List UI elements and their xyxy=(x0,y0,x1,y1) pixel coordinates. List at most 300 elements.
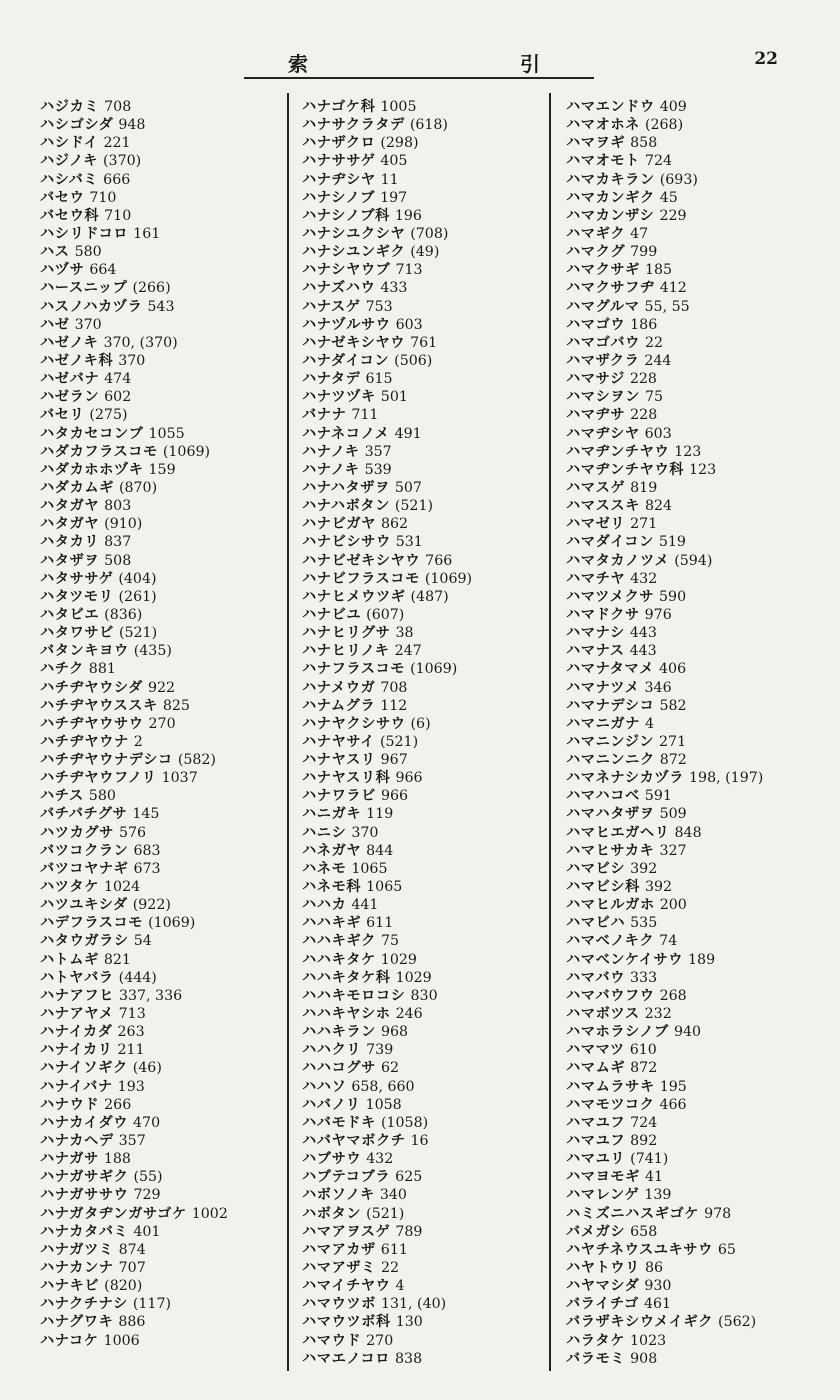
index-entry xyxy=(566,1313,834,1331)
entry-term: ハナヤスリ科 xyxy=(302,770,391,787)
entry-page-refs: (521) xyxy=(366,1205,405,1222)
index-entry xyxy=(566,660,834,678)
entry-page-refs: 1029 xyxy=(380,951,417,968)
entry-page-refs: 886 xyxy=(118,1314,146,1331)
entry-page-refs: 200 xyxy=(659,897,687,914)
entry-term: ハシバミ xyxy=(40,171,99,188)
entry-term: ハハキヤシホ xyxy=(302,1006,391,1023)
entry-term: ハヤマシダ xyxy=(566,1278,640,1295)
entry-page-refs: 666 xyxy=(103,171,131,188)
index-entry xyxy=(302,1059,542,1077)
entry-term: ハナズハウ xyxy=(302,280,376,297)
entry-page-refs: 872 xyxy=(659,752,687,769)
entry-term: ハナアヤメ xyxy=(40,1006,114,1023)
entry-term: ハマカキラン xyxy=(566,171,655,188)
entry-term: ハマビシ xyxy=(566,860,626,877)
entry-term: ハマヂンチヤウ科 xyxy=(566,461,685,478)
entry-page-refs: 196 xyxy=(394,207,422,224)
entry-term: ハデフラスコモ xyxy=(40,915,144,932)
entry-term: バラザキシウメイギク xyxy=(566,1314,714,1331)
index-entry xyxy=(302,189,542,207)
entry-page-refs: 508 xyxy=(104,552,132,569)
entry-page-refs: 263 xyxy=(117,1024,145,1041)
entry-page-refs: 211 xyxy=(117,1042,145,1059)
entry-page-refs: 244 xyxy=(644,352,672,369)
entry-term: ハゼノキ科 xyxy=(40,352,114,369)
entry-term: ハジカミ xyxy=(40,99,100,115)
index-entry xyxy=(302,552,542,570)
index-entry xyxy=(40,1041,278,1059)
index-entry xyxy=(302,1132,542,1150)
index-entry xyxy=(302,896,542,914)
entry-term: ハタビエ xyxy=(40,606,100,623)
entry-term: ハナガサ xyxy=(40,1151,99,1168)
entry-term: ハマボツス xyxy=(566,1006,640,1023)
entry-page-refs: 724 xyxy=(644,153,673,170)
index-entry xyxy=(566,1241,834,1259)
index-entry xyxy=(566,443,834,461)
index-entry xyxy=(302,1259,542,1277)
entry-page-refs: 370 xyxy=(74,316,102,333)
entry-page-refs: 710 xyxy=(89,189,117,206)
entry-term: ハナヤサイ xyxy=(302,733,375,750)
entry-term: ハマヒエガヘリ xyxy=(566,824,670,841)
entry-page-refs: 433 xyxy=(380,280,408,297)
index-entry xyxy=(566,134,834,152)
index-entry xyxy=(302,425,542,443)
index-entry xyxy=(40,1168,278,1186)
entry-page-refs: 232 xyxy=(644,1006,672,1023)
entry-term: ハボタン xyxy=(302,1205,362,1222)
entry-term: ハマウド xyxy=(302,1332,362,1349)
entry-term: ハマオモト xyxy=(566,153,640,170)
entry-page-refs: 405 xyxy=(380,153,408,170)
entry-page-refs: 392 xyxy=(644,879,673,896)
index-entry xyxy=(302,624,542,642)
index-entry xyxy=(40,279,278,297)
entry-page-refs: 266 xyxy=(104,1096,132,1113)
index-entry xyxy=(40,932,278,950)
entry-page-refs: 461 xyxy=(643,1296,672,1313)
entry-term: ハナガサギク xyxy=(40,1169,129,1186)
entry-page-refs: (741) xyxy=(630,1151,669,1168)
entry-term: ハチヂヤウススキ xyxy=(40,697,158,714)
index-entry xyxy=(40,425,278,443)
index-entry xyxy=(302,824,542,842)
entry-term: ハブサウ xyxy=(302,1151,362,1168)
entry-term: ハマカンギク xyxy=(566,189,655,206)
index-entry xyxy=(566,805,834,823)
index-entry xyxy=(566,751,834,769)
index-entry xyxy=(40,443,278,461)
index-entry xyxy=(302,660,542,678)
entry-term: ハス xyxy=(40,244,70,261)
entry-term: ハナビユ xyxy=(302,606,362,623)
entry-term: ハゼ xyxy=(40,316,70,333)
index-entry xyxy=(566,1005,834,1023)
entry-term: バツコクラン xyxy=(40,842,129,859)
index-entry xyxy=(566,1114,834,1132)
index-entry xyxy=(40,1205,278,1223)
entry-page-refs: (298) xyxy=(380,135,419,152)
entry-term: ハマバウ xyxy=(566,969,626,986)
entry-page-refs: 580 xyxy=(88,788,116,805)
entry-term: ハマレンゲ xyxy=(566,1187,640,1204)
entry-term: ハタワサビ xyxy=(40,625,114,642)
index-entry xyxy=(40,225,278,243)
entry-term: ハマユフ xyxy=(566,1133,626,1150)
index-entry xyxy=(566,171,834,189)
index-entry xyxy=(302,769,542,787)
entry-page-refs: 821 xyxy=(103,951,131,968)
index-entry xyxy=(302,134,542,152)
entry-page-refs: 119 xyxy=(366,806,394,823)
entry-page-refs: 45 xyxy=(659,189,678,206)
entry-term: ハナアフヒ xyxy=(40,987,114,1004)
entry-term: ハマドクサ xyxy=(566,606,640,623)
entry-page-refs: (1069) xyxy=(148,915,196,932)
index-entry xyxy=(566,1350,834,1368)
entry-term: ハマギク xyxy=(566,225,626,242)
entry-term: ハヤチネウスユキサウ xyxy=(566,1241,713,1258)
entry-page-refs: (820) xyxy=(104,1278,143,1295)
entry-page-refs: 75 xyxy=(644,389,664,406)
entry-term: バメガシ xyxy=(566,1223,626,1240)
index-entry xyxy=(566,642,834,660)
entry-term: ハチヂヤウシダ xyxy=(40,679,143,696)
index-entry xyxy=(566,1332,834,1350)
entry-page-refs: 75 xyxy=(380,933,400,950)
index-entry xyxy=(566,152,834,170)
entry-term: ハナシノブ科 xyxy=(302,207,390,224)
index-entry xyxy=(566,406,834,424)
index-entry xyxy=(40,1114,278,1132)
index-entry xyxy=(566,298,834,316)
index-entry xyxy=(40,1059,278,1077)
entry-term: ハマヒサカキ xyxy=(566,842,655,859)
entry-term: ハシゴシダ xyxy=(40,117,114,134)
index-entry xyxy=(40,1150,278,1168)
entry-page-refs: 611 xyxy=(366,915,394,932)
entry-term: ハハキタケ科 xyxy=(302,969,391,986)
index-entry xyxy=(40,969,278,987)
entry-term: ハマウツボ xyxy=(302,1296,376,1313)
entry-page-refs: 848 xyxy=(674,824,702,841)
entry-page-refs: (521) xyxy=(379,733,419,750)
entry-page-refs: 729 xyxy=(133,1187,161,1204)
index-column-3 xyxy=(566,98,834,1368)
index-entry xyxy=(566,769,834,787)
entry-page-refs: 4 xyxy=(644,715,654,732)
entry-term: ハマハタザヲ xyxy=(566,806,655,823)
entry-term: ハナハタザヲ xyxy=(302,479,390,496)
entry-page-refs: 139 xyxy=(644,1187,672,1204)
entry-term: ハマカンザシ xyxy=(566,207,655,224)
entry-term: ハナハボタン xyxy=(302,498,390,515)
entry-page-refs: 838 xyxy=(395,1350,423,1367)
entry-term: ハナカンナ xyxy=(40,1260,114,1276)
entry-page-refs: 673 xyxy=(133,860,161,877)
index-entry xyxy=(302,406,542,424)
entry-term: バセウ xyxy=(40,189,85,206)
index-entry xyxy=(302,715,542,733)
entry-term: ハマナタマメ xyxy=(566,661,655,678)
entry-page-refs: (487) xyxy=(410,588,449,605)
index-entry xyxy=(566,824,834,842)
index-entry xyxy=(566,316,834,334)
entry-term: ハゼバナ xyxy=(40,371,100,388)
entry-page-refs: 474 xyxy=(104,371,132,388)
index-entry xyxy=(302,98,542,116)
entry-term: ハマツメクサ xyxy=(566,588,655,605)
index-entry xyxy=(40,352,278,370)
entry-term: ハナダイコン xyxy=(302,352,390,369)
entry-term: ハマクグ xyxy=(566,244,626,261)
index-entry xyxy=(40,1186,278,1204)
entry-term: ハナネコノメ xyxy=(302,425,390,442)
index-entry xyxy=(40,1332,278,1350)
index-entry xyxy=(302,842,542,860)
entry-page-refs: 664 xyxy=(89,262,117,279)
index-entry xyxy=(40,824,278,842)
entry-page-refs: 38 xyxy=(395,625,414,642)
index-entry xyxy=(566,588,834,606)
entry-page-refs: 443 xyxy=(629,643,657,660)
index-entry xyxy=(302,1205,542,1223)
entry-term: ハハカ xyxy=(302,897,347,914)
entry-page-refs: (444) xyxy=(118,969,157,986)
entry-term: ハチヂヤウサウ xyxy=(40,715,144,732)
entry-page-refs: (46) xyxy=(132,1060,162,1077)
index-entry xyxy=(302,243,542,261)
entry-page-refs: 1023 xyxy=(630,1332,667,1349)
entry-page-refs: 54 xyxy=(133,933,152,950)
entry-page-refs: 123 xyxy=(689,461,717,478)
index-entry xyxy=(40,1023,278,1041)
entry-term: ハナヤスリ xyxy=(302,752,376,769)
index-entry xyxy=(302,152,542,170)
index-entry xyxy=(40,805,278,823)
entry-page-refs: 1065 xyxy=(351,860,388,877)
entry-page-refs: 711 xyxy=(351,407,379,424)
entry-term: ハマモツコク xyxy=(566,1096,655,1113)
entry-term: ハヅサ xyxy=(40,262,85,279)
index-entry xyxy=(566,606,834,624)
index-entry xyxy=(566,479,834,497)
entry-page-refs: 968 xyxy=(380,1024,409,1041)
index-entry xyxy=(566,860,834,878)
entry-page-refs: (55) xyxy=(133,1169,163,1186)
index-entry xyxy=(302,969,542,987)
entry-page-refs: 270 xyxy=(148,715,176,732)
entry-page-refs: 357 xyxy=(364,443,392,460)
entry-term: ハマゴウ xyxy=(566,316,626,333)
index-entry xyxy=(566,1041,834,1059)
entry-term: ハチヂヤウナデシコ xyxy=(40,752,173,769)
entry-page-refs: 357 xyxy=(118,1133,146,1150)
entry-page-refs: 707 xyxy=(118,1260,146,1276)
index-entry xyxy=(40,896,278,914)
entry-term: ハナムグラ xyxy=(302,697,376,714)
entry-page-refs: 940 xyxy=(673,1024,702,1041)
index-entry xyxy=(302,1041,542,1059)
entry-term: ハマアザミ xyxy=(302,1260,376,1276)
entry-term: ハマビシ科 xyxy=(566,879,640,896)
entry-page-refs: 539 xyxy=(364,461,392,478)
index-entry xyxy=(302,479,542,497)
entry-page-refs: (1069) xyxy=(162,443,211,460)
entry-page-refs: 1058 xyxy=(365,1096,402,1113)
entry-page-refs: 228 xyxy=(630,407,658,424)
entry-term: ハナゴケ科 xyxy=(302,99,376,115)
index-entry xyxy=(302,951,542,969)
index-entry xyxy=(302,497,542,515)
index-entry xyxy=(566,1023,834,1041)
entry-term: ハマゴバウ xyxy=(566,334,640,351)
index-entry xyxy=(302,697,542,715)
entry-term: ハマススキ xyxy=(566,498,640,515)
entry-term: ハマナデシコ xyxy=(566,697,655,714)
index-entry xyxy=(40,987,278,1005)
index-entry xyxy=(566,842,834,860)
entry-page-refs: 922 xyxy=(147,679,176,696)
index-entry xyxy=(566,261,834,279)
index-entry xyxy=(302,1277,542,1295)
entry-term: ハマザクラ xyxy=(566,352,640,369)
index-entry xyxy=(40,751,278,769)
entry-term: ハネモ科 xyxy=(302,879,362,896)
entry-term: ハマクサフヂ xyxy=(566,280,655,297)
index-entry xyxy=(566,116,834,134)
entry-term: ハナグワキ xyxy=(40,1314,114,1331)
entry-term: ハチス xyxy=(40,788,84,805)
entry-term: バタンキヨウ xyxy=(40,643,129,660)
entry-term: ハナイバナ xyxy=(40,1078,113,1095)
index-entry xyxy=(40,588,278,606)
entry-term: ハナタデ xyxy=(302,371,361,388)
entry-page-refs: 874 xyxy=(118,1241,146,1258)
index-entry xyxy=(566,570,834,588)
entry-page-refs: 270 xyxy=(366,1332,394,1349)
entry-page-refs: 753 xyxy=(365,298,393,315)
entry-term: バツコヤナギ xyxy=(40,860,129,877)
entry-page-refs: 268 xyxy=(659,987,687,1004)
index-entry xyxy=(40,914,278,932)
entry-page-refs: 491 xyxy=(394,425,422,442)
entry-page-refs: 966 xyxy=(395,770,423,787)
entry-term: ハハキギ xyxy=(302,915,362,932)
entry-page-refs: 825 xyxy=(162,697,190,714)
entry-term: ハハクリ xyxy=(302,1042,362,1059)
entry-page-refs: 590 xyxy=(659,588,687,605)
entry-term: ハマサジ xyxy=(566,371,625,388)
index-entry xyxy=(302,642,542,660)
entry-page-refs: 580 xyxy=(74,244,102,261)
entry-term: ハマヂサ xyxy=(566,407,626,424)
index-entry xyxy=(302,116,542,134)
entry-term: ハマスゲ xyxy=(566,479,626,496)
entry-term: ハマクサギ xyxy=(566,262,640,279)
entry-term: ハナメウガ xyxy=(302,679,376,696)
index-entry xyxy=(566,461,834,479)
index-entry xyxy=(566,715,834,733)
entry-term: ハダカムギ xyxy=(40,479,114,496)
entry-term: ハツタケ xyxy=(40,879,100,896)
entry-page-refs: 333 xyxy=(630,969,658,986)
index-entry xyxy=(40,842,278,860)
entry-page-refs: 708 xyxy=(380,679,408,696)
index-entry xyxy=(566,969,834,987)
entry-page-refs: 466 xyxy=(659,1096,687,1113)
entry-term: ハボソノキ xyxy=(302,1187,375,1204)
entry-page-refs: 86 xyxy=(644,1260,664,1276)
entry-term: ハマエノコロ xyxy=(302,1350,391,1367)
entry-page-refs: 967 xyxy=(380,752,408,769)
entry-term: ハマオホネ xyxy=(566,117,640,134)
entry-term: ハマホラシノブ xyxy=(566,1024,669,1041)
index-entry xyxy=(302,279,542,297)
entry-page-refs: 370 xyxy=(118,352,146,369)
index-entry xyxy=(40,679,278,697)
index-entry xyxy=(566,243,834,261)
entry-page-refs: 246 xyxy=(395,1006,423,1023)
entry-term: ハマシヲン xyxy=(566,389,640,406)
index-entry xyxy=(40,1078,278,1096)
entry-page-refs: 406 xyxy=(659,661,687,678)
entry-term: ハバヤマボクチ xyxy=(302,1133,406,1150)
entry-page-refs: 713 xyxy=(118,1006,146,1023)
index-entry xyxy=(566,1205,834,1223)
entry-page-refs: 625 xyxy=(395,1169,423,1186)
index-entry xyxy=(566,1168,834,1186)
entry-term: ハナシユンギク xyxy=(302,244,406,261)
entry-term: ハナツヅキ xyxy=(302,389,376,406)
entry-page-refs: 198, (197) xyxy=(689,770,764,787)
index-entry xyxy=(302,1332,542,1350)
entry-page-refs: (49) xyxy=(410,244,440,261)
entry-page-refs: (6) xyxy=(410,715,431,732)
entry-term: ハマダイコン xyxy=(566,534,654,551)
index-entry xyxy=(566,552,834,570)
entry-term: ハマイチヤウ xyxy=(302,1278,391,1295)
entry-term: ハナカタバミ xyxy=(40,1223,129,1240)
entry-term: ハニシ xyxy=(302,824,347,841)
entry-page-refs: 830 xyxy=(410,987,438,1004)
index-entry xyxy=(566,951,834,969)
entry-term: ハマニガナ xyxy=(566,715,640,732)
index-entry xyxy=(302,1114,542,1132)
entry-page-refs: 507 xyxy=(394,479,422,496)
index-entry xyxy=(302,1313,542,1331)
index-entry xyxy=(302,316,542,334)
index-entry xyxy=(566,533,834,551)
index-entry xyxy=(40,152,278,170)
index-entry xyxy=(566,914,834,932)
index-entry xyxy=(302,370,542,388)
index-entry xyxy=(302,805,542,823)
index-entry xyxy=(40,98,278,116)
index-entry xyxy=(40,787,278,805)
index-entry xyxy=(40,769,278,787)
entry-page-refs: 337, 336 xyxy=(118,987,183,1004)
entry-term: ハナササゲ xyxy=(302,153,376,170)
index-entry xyxy=(302,207,542,225)
index-entry xyxy=(566,388,834,406)
entry-term: ハチク xyxy=(40,661,84,678)
index-entry xyxy=(40,697,278,715)
index-entry xyxy=(40,1132,278,1150)
entry-page-refs: 159 xyxy=(148,461,176,478)
